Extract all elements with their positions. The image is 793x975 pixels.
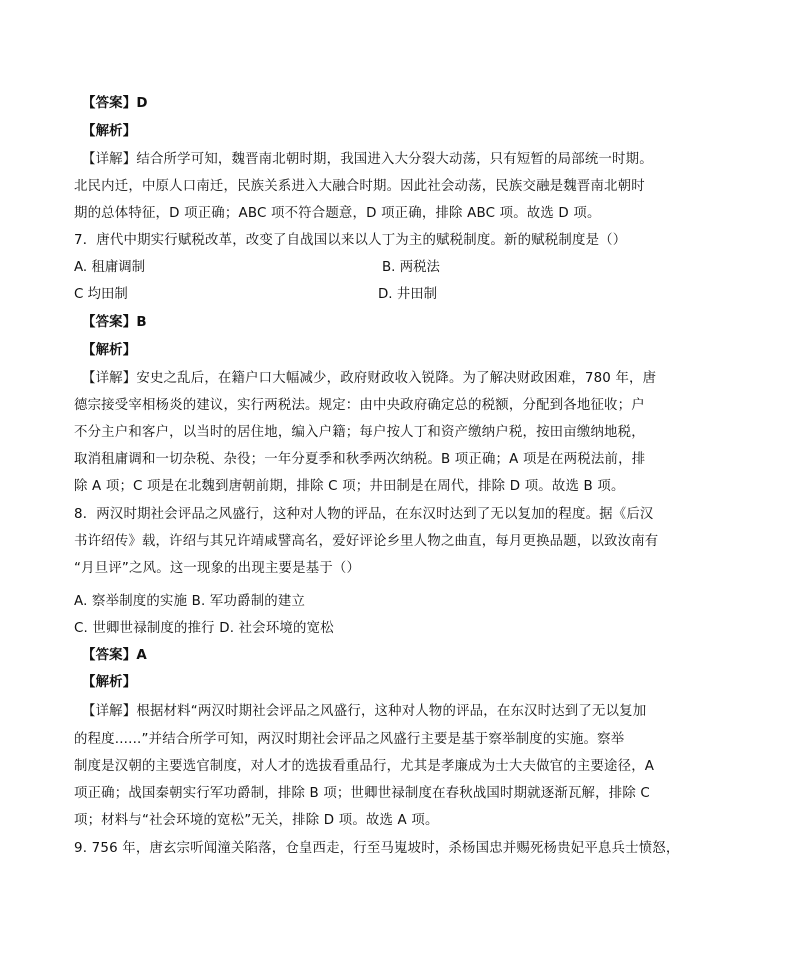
explanation-line: 的程度......”并结合所学可知，两汉时期社会评品之风盛行主要是基于察举制度的实施。察举 — [74, 732, 625, 747]
option-b: B. 两税法 — [382, 260, 440, 275]
explanation-line: 项正确；战国秦朝实行军功爵制，排除 B 项；世卿世禄制度在春秋战国时期就逐渐瓦解，排除 C — [74, 786, 650, 801]
explanation-line: 除 A 项；C 项是在北魏到唐朝前期，排除 C 项；井田制是在周代，排除 D 项。故选 B 项。 — [74, 479, 625, 494]
explanation-line: 期的总体特征，D 项正确；ABC 项不符合题意，D 项正确，排除 ABC 项。故选 D 项。 — [74, 206, 601, 221]
option-d: D. 井田制 — [378, 287, 437, 302]
answer-label: 【答案】D — [82, 96, 148, 111]
answer-label: 【答案】B — [82, 315, 147, 330]
explanation-line: 【详解】结合所学可知，魏晋南北朝时期，我国进入大分裂大动荡，只有短暂的局部统一时期。 — [82, 152, 653, 167]
answer-label: 【答案】A — [82, 648, 147, 663]
question-8-stem: 8．两汉时期社会评品之风盛行，这种对人物的评品，在东汉时达到了无以复加的程度。据《后汉 — [74, 507, 654, 522]
option-c: C 均田制 — [74, 287, 128, 302]
analysis-label: 【解析】 — [82, 124, 137, 139]
explanation-line: 北民内迁，中原人口南迁，民族关系进入大融合时期。因此社会动荡，民族交融是魏晋南北朝时 — [74, 179, 645, 194]
option-row: C. 世卿世禄制度的推行 D. 社会环境的宽松 — [74, 621, 334, 636]
option-a: A. 租庸调制 — [74, 260, 145, 275]
explanation-line: 不分主户和客户，以当时的居住地，编入户籍；每户按人丁和资产缴纳户税，按田亩缴纳地税， — [74, 425, 645, 440]
explanation-line: 【详解】根据材料“两汉时期社会评品之风盛行，这种对人物的评品，在东汉时达到了无以复加 — [82, 704, 647, 719]
question-9-stem: 9. 756 年，唐玄宗听闻潼关陷落，仓皇西走，行至马嵬坡时，杀杨国忠并赐死杨贵妃平息兵士愤怒， — [74, 841, 680, 856]
question-7-stem: 7．唐代中期实行赋税改革，改变了自战国以来以人丁为主的赋税制度。新的赋税制度是（） — [74, 233, 627, 248]
explanation-line: 【详解】安史之乱后，在籍户口大幅减少，政府财政收入锐降。为了解决财政困难，780 年，唐 — [82, 371, 657, 386]
explanation-line: 德宗接受宰相杨炎的建议，实行两税法。规定：由中央政府确定总的税额，分配到各地征收；户 — [74, 398, 645, 413]
analysis-label: 【解析】 — [82, 343, 137, 358]
analysis-label: 【解析】 — [82, 675, 137, 690]
option-row: A. 察举制度的实施 B. 军功爵制的建立 — [74, 594, 306, 609]
explanation-line: 项；材料与“社会环境的宽松”无关，排除 D 项。故选 A 项。 — [74, 813, 439, 828]
explanation-line: 取消租庸调和一切杂税、杂役；一年分夏季和秋季两次纳税。B 项正确；A 项是在两税法前，排 — [74, 452, 646, 467]
question-8-stem: “月旦评”之风。这一现象的出现主要是基于（） — [74, 561, 361, 576]
explanation-line: 制度是汉朝的主要选官制度，对人才的选拔看重品行，尤其是孝廉成为士大夫做官的主要途径，A — [74, 759, 655, 774]
question-8-stem: 书许绍传》载，许绍与其兄许靖咸譬高名，爱好评论乡里人物之曲直，每月更换品题，以致汝南有 — [74, 534, 659, 549]
